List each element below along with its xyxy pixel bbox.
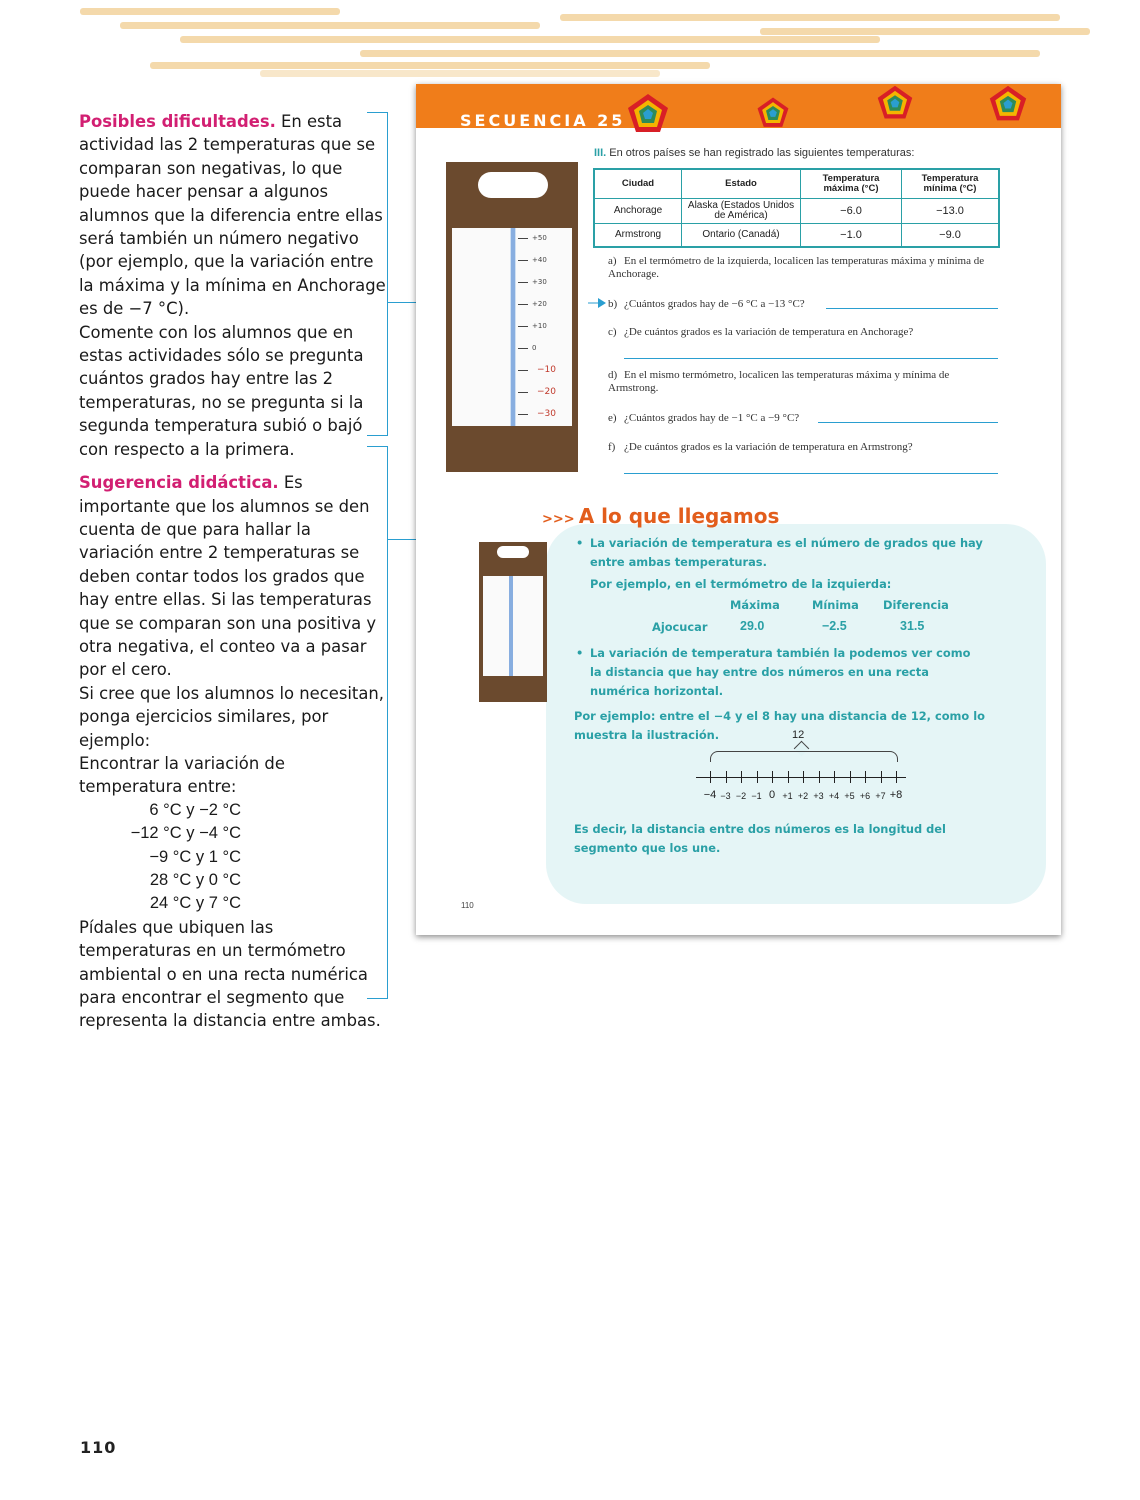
numberline-tick	[726, 771, 727, 783]
scale-label: +30	[532, 278, 547, 286]
example-item: 6 °C y −2 °C	[149, 800, 241, 819]
numberline-tick	[741, 771, 742, 783]
example-header: Mínima	[812, 598, 859, 612]
question-a: a) En el termómetro de la izquierda, localicen las temperaturas máxima y mínima de Anchorage.	[608, 255, 985, 280]
note-text: Encontrar la variación de temperatura entre:	[79, 753, 285, 797]
note-text: En esta actividad las 2 temperaturas que se comparan son negativas, lo que puede hacer pensar a algunos alumnos que la diferencia entre ellas será también un número negativo (por ejemplo, que la variación entre la máxima y la mínima en Anchorage es de −7 °C).	[79, 112, 386, 319]
table-cell: −1.0	[801, 224, 902, 248]
thermometer-image	[446, 162, 578, 472]
sequence-banner	[416, 84, 1061, 128]
note-text: Comente con los alumnos que en estas actividades sólo se pregunta cuántos grados hay entre las 2 temperaturas, no se pregunta si la segunda temperatura subió o bajó con respecto a la primera.	[79, 322, 364, 459]
example-value: 31.5	[900, 619, 925, 633]
answer-line[interactable]	[826, 308, 998, 309]
conclusion-bullet-2: • La variación de temperatura también la podemos ver como la distancia que hay entre dos números en una recta numérica horizontal.	[576, 646, 971, 698]
table-cell: Alaska (Estados Unidos de América)	[682, 199, 801, 224]
numberline-label: +7	[875, 791, 886, 801]
scale-label: +10	[532, 322, 547, 330]
column-header: Temperatura máxima (°C)	[801, 169, 902, 199]
distance-label: 12	[792, 729, 805, 741]
column-header: Ciudad	[594, 169, 682, 199]
table-cell: Armstrong	[594, 224, 682, 248]
distance-brace	[710, 751, 898, 762]
example-item: −12 °C y −4 °C	[130, 824, 241, 843]
thermometer-face	[452, 228, 572, 426]
numberline-tick	[850, 771, 851, 783]
question-c: c) ¿De cuántos grados es la variación de temperatura en Anchorage?	[608, 326, 914, 338]
numberline-tick	[772, 771, 773, 783]
numberline-tick	[803, 771, 804, 783]
scale-label: −20	[537, 387, 556, 397]
thermometer-image-small	[479, 542, 547, 702]
example-header: Máxima	[730, 598, 780, 612]
question-d: d) En el mismo termómetro, localicen las temperaturas máxima y mínima de Armstrong.	[608, 369, 950, 394]
numberline-label: +4	[828, 791, 840, 801]
page-number: 110	[80, 1438, 117, 1457]
conclusion-bullet-1: • La variación de temperatura es el número de grados que hay entre ambas temperaturas.	[576, 536, 983, 569]
book-page	[416, 84, 1061, 935]
table-cell: −13.0	[902, 199, 1000, 224]
numberline-label: −4	[703, 789, 717, 801]
numberline-tick	[788, 771, 789, 783]
numberline-label: +2	[797, 791, 809, 801]
table-cell: Anchorage	[594, 199, 682, 224]
note-text: Es importante que los alumnos se den cuenta de que para hallar la variación entre 2 temperaturas se deben contar todos los grados que hay entre ellas. Si las temperaturas que se comparan son una positiva y otra negativa, el conteo va a pasar por el cero.	[79, 473, 377, 680]
answer-line[interactable]	[818, 422, 998, 423]
numberline-tick	[896, 771, 897, 783]
pentagon-icon	[756, 96, 790, 130]
numberline-tick	[881, 771, 882, 783]
note-bracket	[367, 446, 388, 999]
temperature-table	[593, 168, 1000, 248]
note-difficulties	[79, 110, 389, 461]
numberline-label: +6	[859, 791, 871, 801]
table-cell: −6.0	[801, 199, 902, 224]
scale-label: 0	[532, 344, 537, 352]
example-list	[79, 799, 389, 916]
pentagon-icon	[874, 84, 916, 122]
scale-label: −10	[537, 365, 556, 375]
example-value: −2.5	[822, 619, 847, 633]
section-intro	[594, 147, 914, 159]
scale-label: +50	[532, 234, 547, 242]
thermometer-handle	[478, 172, 548, 198]
example-2: Por ejemplo: entre el −4 y el 8 hay una distancia de 12, como lo muestra la ilustración.	[574, 709, 985, 742]
table-row	[594, 224, 999, 248]
numberline-label: +5	[844, 791, 855, 801]
note-heading: Posibles dificultades.	[79, 112, 276, 131]
answer-line[interactable]	[624, 473, 998, 474]
numberline-tick	[834, 771, 835, 783]
number-line	[696, 729, 926, 804]
example-value: 29.0	[740, 619, 765, 633]
section-label: III.	[594, 147, 607, 159]
scale-label: +40	[532, 256, 547, 264]
question-b: b) ¿Cuántos grados hay de −6 °C a −13 °C?	[608, 298, 805, 310]
inner-page-number: 110	[461, 901, 474, 910]
header-texture	[60, 0, 1140, 80]
numberline-label: −2	[735, 791, 747, 801]
example-header: Diferencia	[883, 598, 949, 612]
numberline-label: −3	[720, 791, 731, 801]
example-intro: Por ejemplo, en el termómetro de la izquierda:	[590, 577, 892, 591]
sequence-title: SECUENCIA 25	[460, 111, 626, 130]
teacher-notes	[79, 110, 389, 1043]
example-city: Ajocucar	[652, 620, 708, 634]
numberline-label: −1	[751, 791, 762, 801]
table-cell: −9.0	[902, 224, 1000, 248]
numberline-label: 0	[768, 789, 776, 801]
closing-text: Es decir, la distancia entre dos números es la longitud del segmento que los une.	[574, 822, 946, 855]
numberline-label: +8	[889, 789, 903, 801]
numberline-label: +3	[813, 791, 824, 801]
table-header-row	[594, 169, 999, 199]
numberline-tick	[710, 771, 711, 783]
note-suggestion	[79, 471, 389, 1033]
note-heading: Sugerencia didáctica.	[79, 473, 279, 493]
example-item: 28 °C y 0 °C	[149, 871, 241, 889]
pentagon-icon	[626, 92, 670, 136]
numberline-tick	[757, 771, 758, 783]
numberline-tick	[819, 771, 820, 783]
column-header: Estado	[682, 169, 801, 199]
column-header: Temperatura mínima (°C)	[902, 169, 1000, 199]
question-f: f) ¿De cuántos grados es la variación de temperatura en Armstrong?	[608, 441, 913, 453]
note-text: Si cree que los alumnos lo necesitan, ponga ejercicios similares, por ejemplo:	[79, 683, 384, 750]
numberline-tick	[865, 771, 866, 783]
example-item: 24 °C y 7 °C	[149, 894, 241, 913]
section-text: En otros países se han registrado las siguientes temperaturas:	[609, 147, 915, 159]
pentagon-icon	[980, 84, 1036, 124]
table-row	[594, 199, 999, 224]
question-e: e) ¿Cuántos grados hay de −1 °C a −9 °C?	[608, 412, 800, 424]
numberline-label: +1	[782, 791, 793, 801]
arrow-icon	[588, 297, 606, 309]
table-cell: Ontario (Canadá)	[682, 224, 801, 248]
example-item: −9 °C y 1 °C	[149, 847, 241, 866]
scale-label: −30	[537, 409, 556, 419]
answer-line[interactable]	[624, 358, 998, 359]
note-bracket	[367, 112, 388, 436]
conclusion-heading: >>> A lo que llegamos	[542, 504, 780, 528]
scale-label: +20	[532, 300, 547, 308]
note-text: Pídales que ubiquen las temperaturas en un termómetro ambiental o en una recta numérica para encontrar el segmento que representa la distancia entre ambas.	[79, 917, 381, 1031]
